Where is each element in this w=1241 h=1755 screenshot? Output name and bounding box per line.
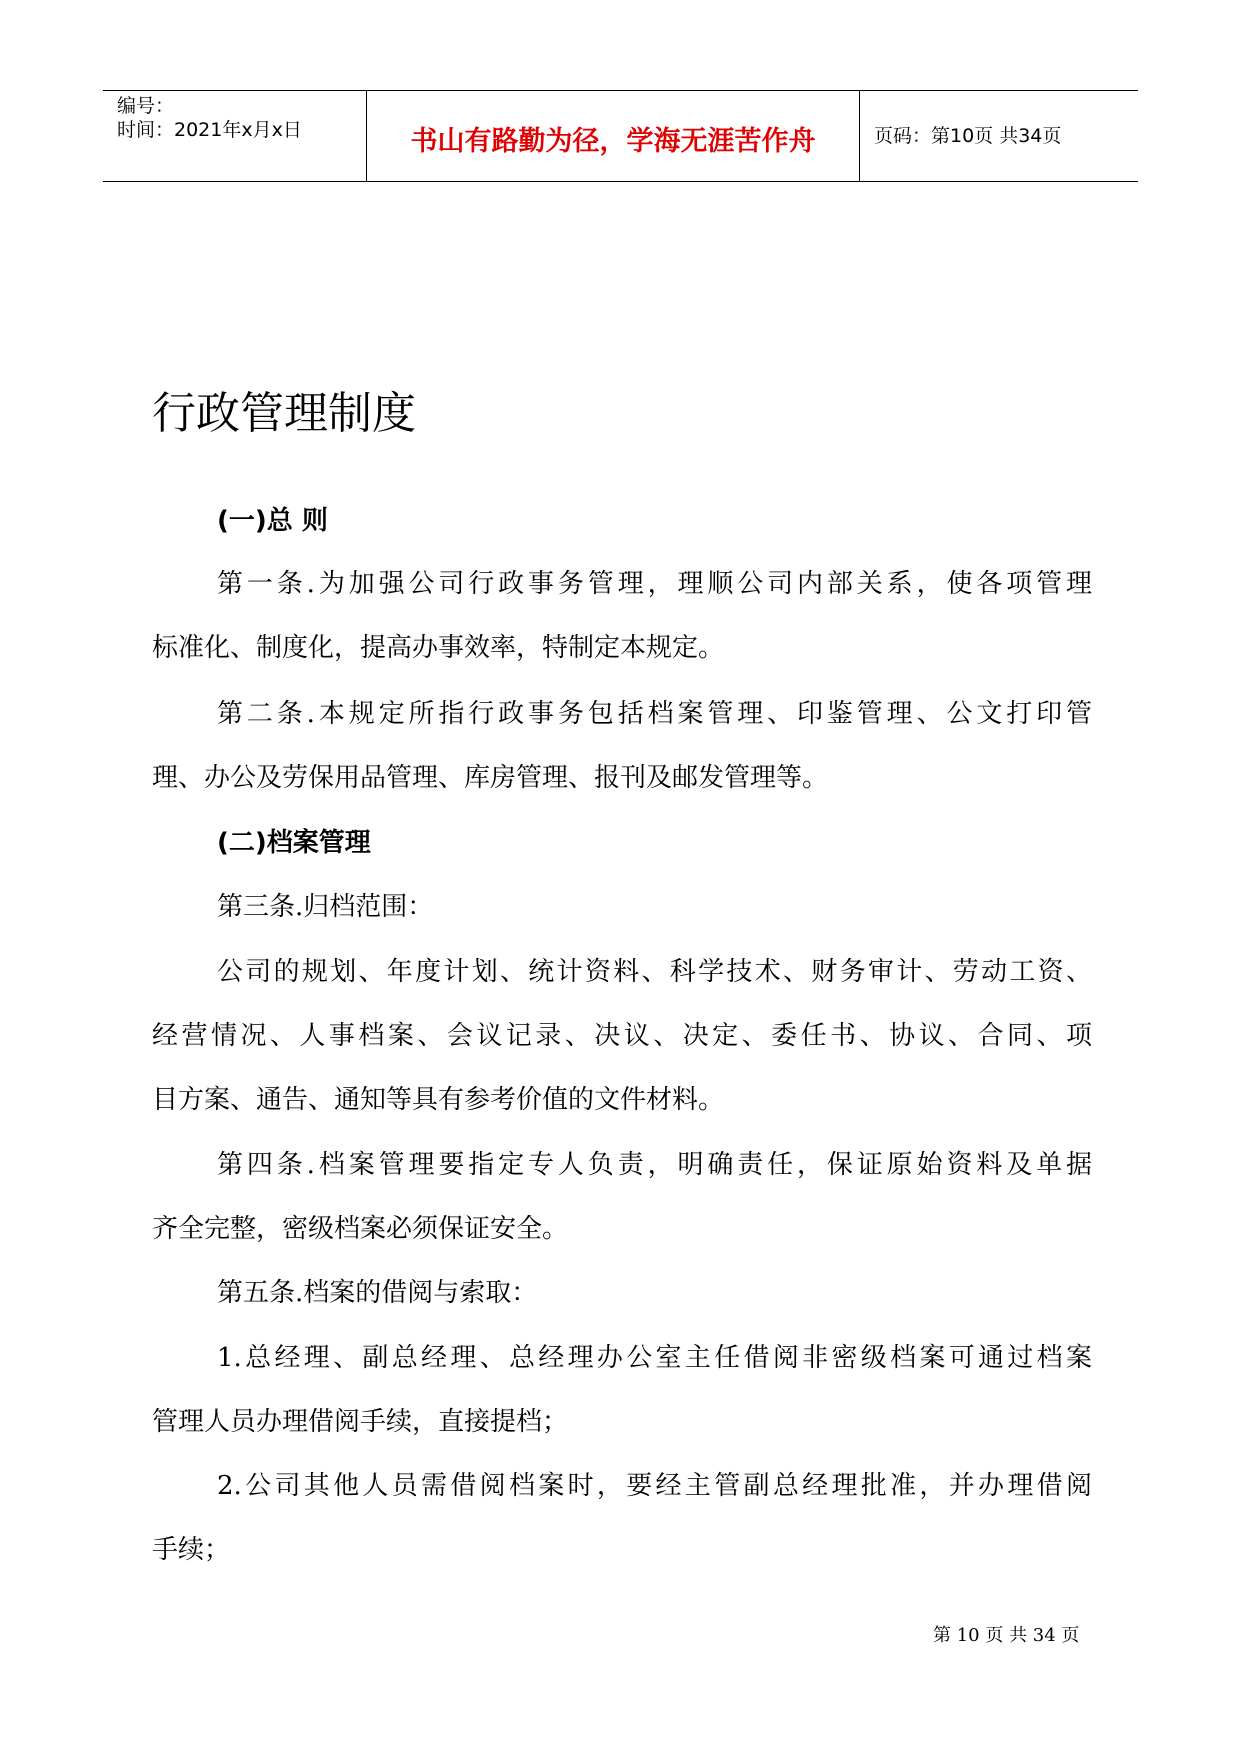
header-motto: 书山有路勤为径，学海无涯苦作舟 <box>410 126 816 157</box>
paragraph-line: 第三条.归档范围： <box>217 892 434 922</box>
paragraph-line: 公司的规划、年度计划、统计资料、科学技术、财务审计、劳动工资、 <box>217 957 1092 987</box>
header-motto-cell <box>366 91 860 181</box>
section-heading-general: (一)总 则 <box>217 506 328 536</box>
paragraph-line: 1.总经理、副总经理、总经理办公室主任借阅非密级档案可通过档案 <box>217 1343 1092 1373</box>
paragraph-line: 第五条.档案的借阅与索取： <box>217 1278 538 1308</box>
header-page-cell <box>860 91 1138 181</box>
paragraph-line: 经营情况、人事档案、会议记录、决议、决定、委任书、协议、合同、项 <box>152 1021 1092 1051</box>
document-header <box>103 90 1138 182</box>
paragraph-line: 第四条.档案管理要指定专人负责，明确责任，保证原始资料及单据 <box>217 1150 1092 1180</box>
paragraph-line: 标准化、制度化，提高办事效率，特制定本规定。 <box>152 633 725 663</box>
document-number-label: 编号： <box>117 95 175 117</box>
paragraph-line: 第一条.为加强公司行政事务管理，理顺公司内部关系，使各项管理 <box>217 569 1092 599</box>
page-footer: 第 10 页 共 34 页 <box>933 1625 1080 1646</box>
header-page-info: 页码：第10页 共34页 <box>874 125 1062 147</box>
paragraph-line: 手续； <box>152 1535 231 1565</box>
paragraph-line: 第二条.本规定所指行政事务包括档案管理、印鉴管理、公文打印管 <box>217 699 1092 729</box>
header-left-cell <box>103 91 366 181</box>
document-time-label: 时间：2021年x月x日 <box>117 119 302 141</box>
section-heading-archives: (二)档案管理 <box>217 828 371 858</box>
paragraph-line: 目方案、通告、通知等具有参考价值的文件材料。 <box>152 1085 725 1115</box>
paragraph-line: 管理人员办理借阅手续，直接提档； <box>152 1407 569 1437</box>
paragraph-line: 2.公司其他人员需借阅档案时，要经主管副总经理批准，并办理借阅 <box>217 1471 1092 1501</box>
paragraph-line: 齐全完整，密级档案必须保证安全。 <box>152 1214 569 1244</box>
paragraph-line: 理、办公及劳保用品管理、库房管理、报刊及邮发管理等。 <box>152 763 829 793</box>
document-title: 行政管理制度 <box>152 388 416 439</box>
